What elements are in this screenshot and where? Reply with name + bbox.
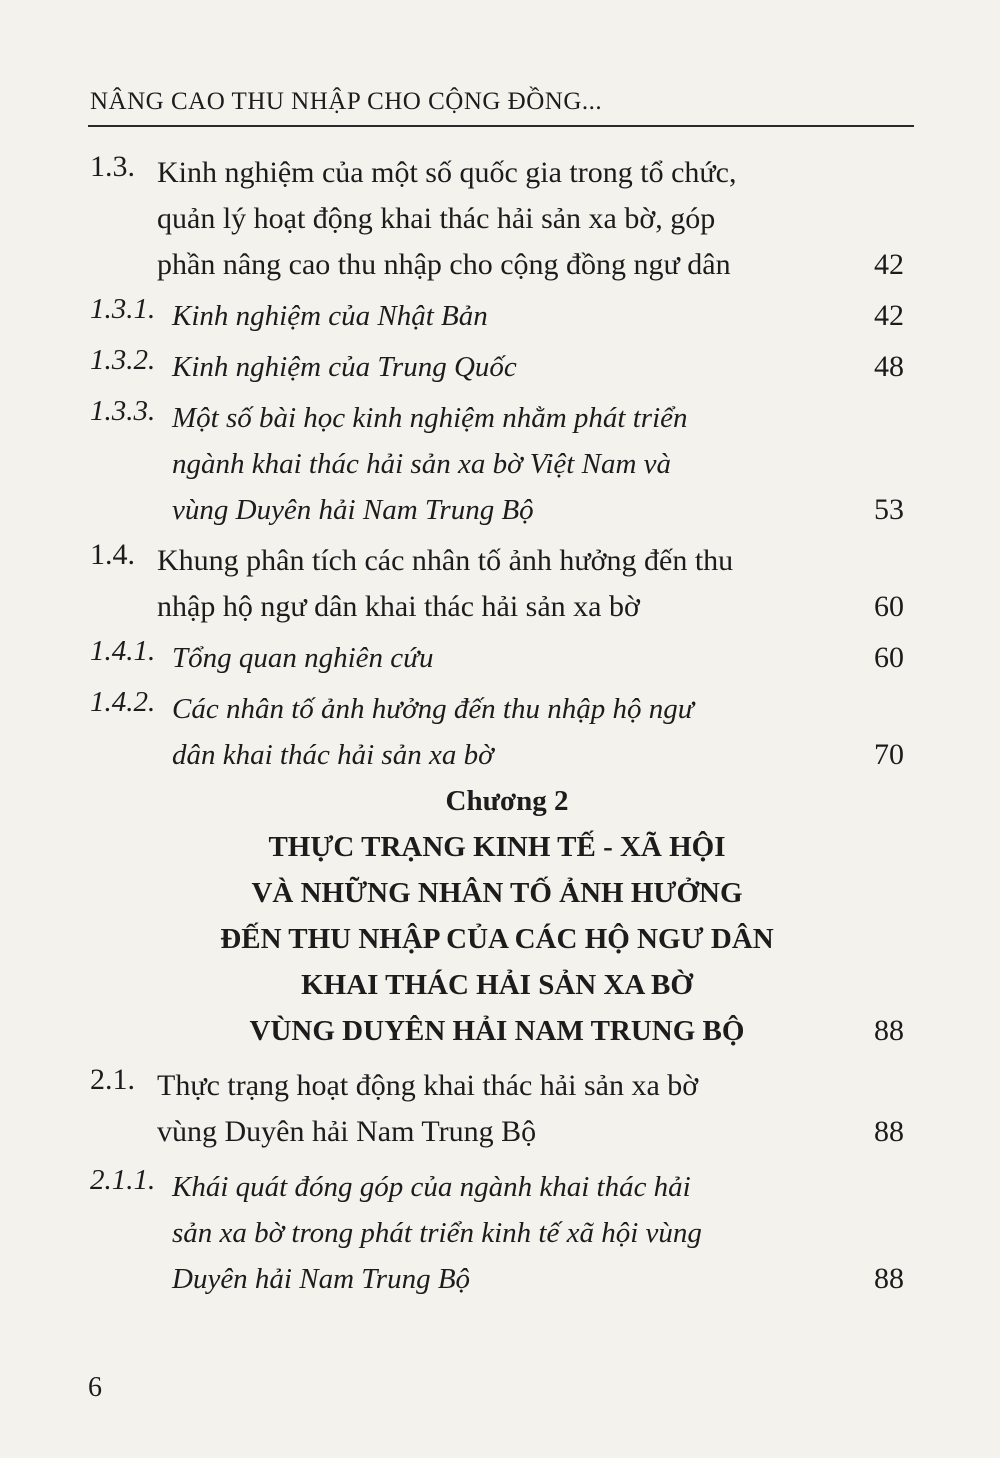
toc-entry-text: Các nhân tố ảnh hưởng đến thu nhập hộ ngư: [172, 693, 694, 725]
toc-entry-text: Khái quát đóng góp của ngành khai thác hải: [172, 1171, 691, 1203]
toc-entry-page: 88: [874, 1262, 904, 1295]
toc-entry-number: 1.4.: [90, 538, 135, 571]
toc-entry-text: vùng Duyên hải Nam Trung Bộ: [157, 1115, 537, 1148]
toc-entry-page: 60: [874, 641, 904, 674]
header-rule: [88, 125, 914, 127]
toc-entry-text: sản xa bờ trong phát triển kinh tế xã hội vùng: [172, 1217, 702, 1249]
chapter-2-heading: [90, 778, 904, 1054]
toc-entry-page: 48: [874, 350, 904, 383]
toc-entry-page: 70: [874, 738, 904, 771]
toc-entry-page: 88: [874, 1115, 904, 1148]
toc-entry-text: vùng Duyên hải Nam Trung Bộ: [172, 494, 534, 526]
toc-entry-number: 2.1.1.: [90, 1164, 156, 1196]
toc-entry-text: ngành khai thác hải sản xa bờ Việt Nam và: [172, 448, 672, 480]
toc-entry-page: 42: [874, 299, 904, 332]
toc-entry-1-3: [90, 150, 904, 288]
toc-entry-page: 53: [874, 493, 904, 526]
toc-entry-text: Thực trạng hoạt động khai thác hải sản xa bờ: [157, 1069, 699, 1102]
toc-entry-page: 42: [874, 248, 904, 281]
toc-entry-text: Kinh nghiệm của Nhật Bản: [172, 300, 488, 332]
toc-entry-text: Tổng quan nghiên cứu: [172, 642, 434, 674]
toc-entry-text: Khung phân tích các nhân tố ảnh hưởng đến thu: [157, 544, 734, 577]
toc-entry-1-4: [90, 538, 904, 630]
toc-entry-number: 2.1.: [90, 1063, 135, 1096]
toc-entry-2-1: [90, 1063, 904, 1155]
toc-entry-1-4-2: [90, 686, 904, 778]
table-of-contents: [90, 150, 904, 1302]
toc-entry-number: 1.3.3.: [90, 395, 156, 427]
chapter-title-line: THỰC TRẠNG KINH TẾ - XÃ HỘI: [268, 831, 726, 863]
chapter-title-line: VÀ NHỮNG NHÂN TỐ ẢNH HƯỞNG: [251, 877, 743, 909]
chapter-title-line: KHAI THÁC HẢI SẢN XA BỜ: [301, 969, 693, 1001]
toc-entry-number: 1.3.: [90, 150, 135, 183]
toc-entry-number: 1.4.1.: [90, 635, 156, 667]
chapter-title-line: ĐẾN THU NHẬP CỦA CÁC HỘ NGƯ DÂN: [220, 923, 774, 955]
toc-entry-text: quản lý hoạt động khai thác hải sản xa bờ, góp: [157, 202, 716, 235]
toc-entry-text: Kinh nghiệm của một số quốc gia trong tổ chức,: [157, 156, 737, 189]
toc-entry-text: Duyên hải Nam Trung Bộ: [172, 1263, 471, 1295]
toc-entry-1-4-1: [90, 635, 904, 681]
running-head: NÂNG CAO THU NHẬP CHO CỘNG ĐỒNG...: [90, 88, 603, 115]
toc-entry-number: 1.3.2.: [90, 344, 156, 376]
toc-entry-text: nhập hộ ngư dân khai thác hải sản xa bờ: [157, 590, 640, 623]
toc-entry-1-3-1: [90, 293, 904, 339]
page-number: 6: [88, 1372, 102, 1403]
toc-entry-2-1-1: [90, 1164, 904, 1302]
chapter-label: Chương 2: [445, 785, 569, 817]
toc-entry-text: phần nâng cao thu nhập cho cộng đồng ngư dân: [157, 248, 731, 281]
toc-entry-1-3-2: [90, 344, 904, 390]
toc-entry-number: 1.4.2.: [90, 686, 156, 718]
toc-entry-text: Một số bài học kinh nghiệm nhằm phát triển: [172, 402, 688, 434]
toc-entry-text: dân khai thác hải sản xa bờ: [172, 739, 494, 771]
toc-entry-text: Kinh nghiệm của Trung Quốc: [172, 351, 517, 383]
toc-entry-number: 1.3.1.: [90, 293, 156, 325]
toc-entry-page: 88: [874, 1014, 904, 1047]
chapter-title-line: VÙNG DUYÊN HẢI NAM TRUNG BỘ: [249, 1015, 745, 1047]
toc-entry-page: 60: [874, 590, 904, 623]
toc-entry-1-3-3: [90, 395, 904, 533]
